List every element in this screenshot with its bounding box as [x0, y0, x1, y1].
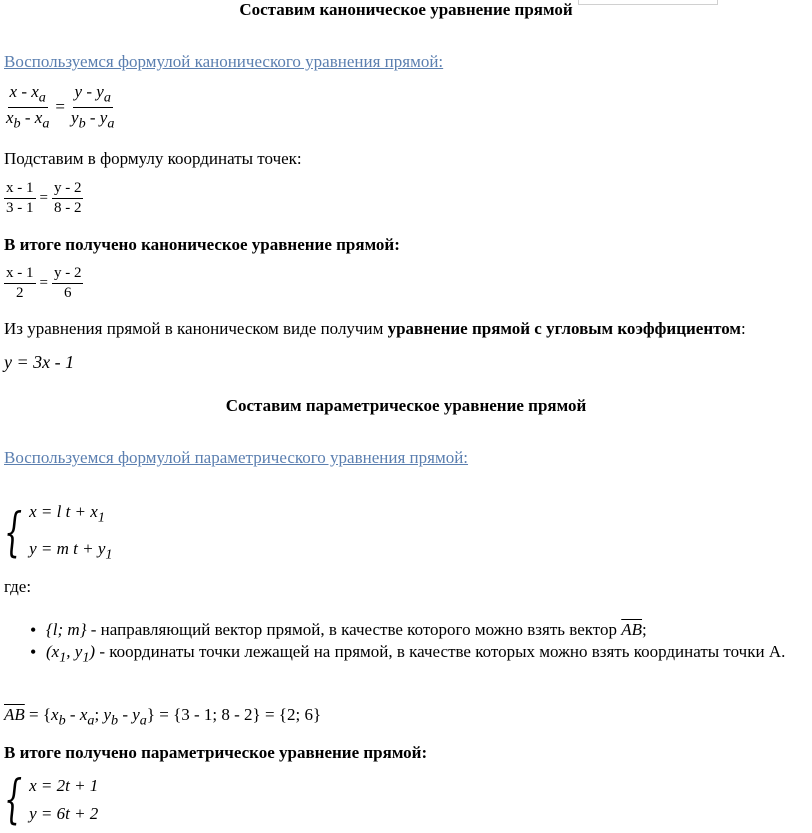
res-left-den: 2 [16, 284, 24, 301]
sub-left-num: x - 1 [4, 180, 36, 199]
bullet-point-coords: • ($x_1$, $y_1$) - координаты точки лежащей на прямой, в качестве которых можно взять координаты точки А. [0, 641, 808, 668]
parametric-general-system [4, 496, 112, 571]
sub-left-den: 3 - 1 [6, 199, 34, 216]
slope-text-bold: уравнение прямой с угловым коэффициентом [387, 319, 742, 338]
system-line-1: x = l $t + x_1$ [29, 502, 105, 526]
substitute-text: Подставим в формулу координаты точек: [4, 149, 302, 168]
left-brace: { [4, 503, 23, 564]
general-right-num: y - $y_a$ [73, 83, 113, 108]
general-right-den: $y_b - y_a$ [71, 107, 115, 132]
slope-text-after: : [741, 319, 746, 338]
slope-sentence [4, 319, 746, 339]
result-line-1: x = 2t + 1 [29, 776, 99, 795]
res-right-num: y - 2 [52, 265, 84, 284]
canonical-general-formula: $\frac{x - x_a}{x_b - x_a}$ = $\frac{y - y_a}{y_b - y_a}$ [6, 82, 115, 132]
sub-right-num: y - 2 [52, 180, 84, 199]
result-left-brace: { [4, 770, 23, 830]
slope-equation: y = 3x - 1 [4, 352, 75, 372]
canonical-formula-link[interactable]: Воспользуемся формулой канонического уравнения прямой: [4, 52, 444, 71]
general-right-fraction [69, 83, 116, 132]
ab-vector-equation: $\overline{AB} = \{x_b - x_a$; $y_b - y_a\} = \{3 - 1$; 8 - 2} = {2; 6} [4, 705, 322, 729]
res-left-num: x - 1 [4, 265, 36, 284]
canonical-result-text: В итоге получено каноническое уравнение прямой: [4, 235, 400, 254]
slope-text-before: Из уравнения прямой в каноническом виде получим [4, 319, 388, 338]
canonical-heading: Составим каноническое уравнение прямой [239, 0, 573, 19]
parametric-formula-link[interactable]: Воспользуемся формулой параметрического уравнения прямой: [4, 448, 469, 467]
res-right-den: 6 [63, 284, 72, 301]
bullet-direction-vector: • {l; m} - направляющий вектор прямой, в качестве которого можно взять вектор $\overline{AB}$; [0, 619, 808, 641]
system-line-2: y = m $t + y_1$ [29, 539, 113, 563]
ab-vector: $\overline{AB}$ [4, 705, 25, 724]
parametric-result-system [4, 772, 98, 828]
bullet-list [0, 619, 808, 668]
sub-right-den: 8 - 2 [53, 199, 82, 216]
substituted-formula: $\frac{x - 1}{3 - 1}$ = $\frac{y - 2}{8 - 2}$ [6, 180, 82, 216]
canonical-result-formula: $\frac{x - 1}{2}$ = $\frac{y - 2}{6}$ [6, 265, 82, 301]
general-left-den: $x_b - x_a$ [6, 107, 50, 132]
parametric-result-text: В итоге получено параметрическое уравнение прямой: [4, 743, 428, 762]
where-label: где: [4, 577, 32, 596]
general-left-fraction [4, 83, 51, 132]
result-line-2: y = 6t + 2 [29, 804, 99, 823]
general-left-num: x - $x_a$ [8, 83, 48, 108]
parametric-heading: Составим параметрическое уравнение прямой [225, 396, 587, 415]
